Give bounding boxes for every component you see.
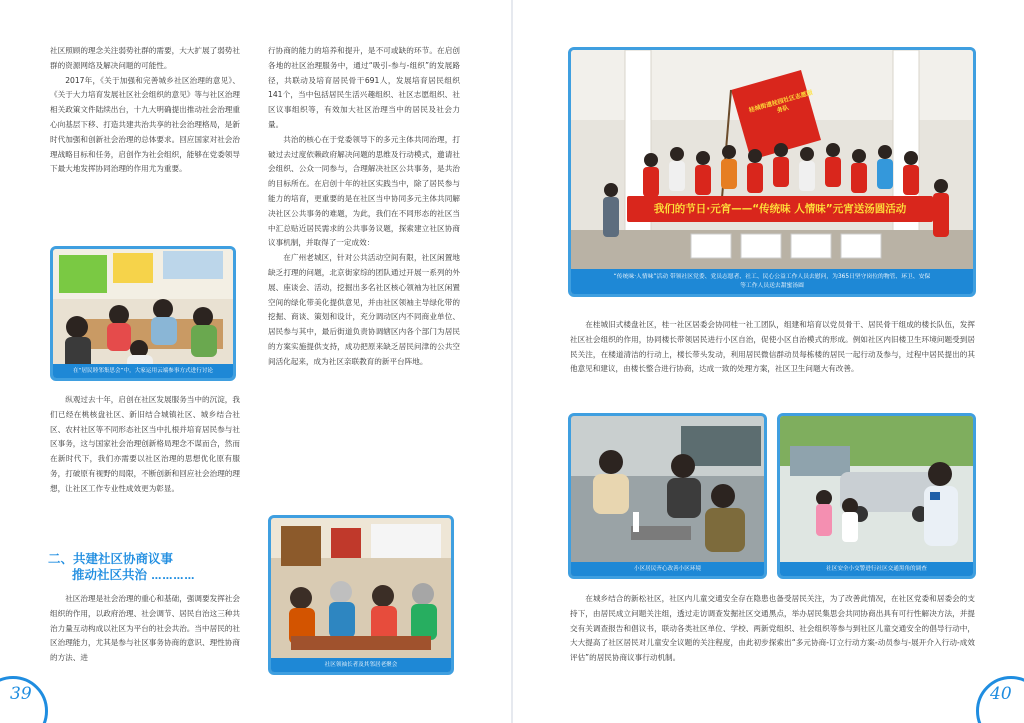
cleaning-photo-image [571, 416, 764, 576]
photo-cleaning [568, 413, 767, 579]
left-column-1b [50, 393, 240, 497]
photo-elders-gathering [268, 515, 454, 675]
right-paragraph-1 [570, 318, 975, 377]
lantern-festival-photo-image [571, 50, 973, 294]
paragraph: 在桂城旧式楼盘社区，桂一社区居委会协同桂一社工团队，组建和培育以党员骨干、居民骨干组成的楼长队伍，发挥社区社会组织的作用，协同楼长带领居民进行小区自治，促使小区自治模式的形成。例如社区内旧楼卫生环境问题受到居民关注，在楼道清洁的行动上，楼长带头发动，利用居民微信群动员每栋楼的居民一起行动及参与，过程中居民提出的其他意见和建议，由楼长整合进行协商，达成一致的处理方案，社区卫生问题大有改善。 [570, 320, 975, 374]
photo-discussion [50, 246, 236, 381]
discussion-photo-image [53, 249, 233, 378]
elders-photo-image [271, 518, 451, 672]
page-number-text: 40 [990, 684, 1012, 704]
section-heading-line1: 二、共建社区协商议事 [48, 551, 174, 566]
paragraph: 行协商的能力的培养和提升，是不可或缺的环节。在启创各地的社区治理服务中，通过“吸引-参与-组织”的发展路径，共联动及培育居民骨干691人，发展培育居民组织141个，当中包括居民生活兴趣组织、社区志愿组织、社区议事组织等，有效加大社区治理当中的居民及社会力量。 [268, 46, 460, 129]
paragraph: 纵观过去十年，启创在社区发展服务当中的沉淀，我们已经在桃核盘社区、新旧结合城镇社区、城乡结合社区、农村社区等不同形态社区当中扎根并培育居民参与社区事务，这与国家社会治理创新格局理念不谋而合，然而在新时代下，我们亦需要以社区治理的思想优化原有服务，打破原有视野的局限，不断创新和回应社会治理的理想，让社区工作专业性成效更为彰显。 [50, 395, 240, 493]
photo-caption: 在“居民睦邻集思会”中，大家运用云端参事方式进行讨论 [53, 364, 233, 378]
page-number-left [0, 678, 50, 723]
right-paragraph-2 [570, 592, 975, 666]
page-number-text: 39 [10, 684, 32, 704]
photo-caption: 小区居民齐心改善小区环境 [571, 562, 764, 576]
photo-caption: “传统味·人情味”活动 带领社区党委、党员志愿者、社工、民心公益工作人员去慰问，为365日坚守岗位的物管、环卫、安保等工作人员送去甜蜜汤圆 [571, 269, 973, 294]
photo-banner [627, 196, 933, 222]
paragraph: 社区治理是社会治理的重心和基础，强调要发挥社会组织的作用，以政府治理、社会调节、居民自治这三种共治力量互动构成以社区为平台的社会共治。当中居民的社区治理能力，尤其是参与社区事务协商的意识、理性协商的方法、进 [50, 594, 240, 663]
traffic-photo-image [780, 416, 973, 576]
paragraph: 社区照顾的理念关注弱势社群的需要，大大扩展了弱势社群的资源网络及解决问题的可能性。 [50, 46, 240, 70]
paragraph: 在城乡结合的新松社区，社区内儿童交通安全存在隐患也备受居民关注，为了改善此情况，在社区党委和居委会的支持下，由居民成立问题关注组，透过走访调查发掘社区交通黑点，举办居民集思会共同协商出具有可行性解决方法，并提交有关调查报告和倡议书，联动各类社区单位、学校、两新党组织、社会组织等参与到社区儿童交通安全的倡导行动中，大大提高了社区居民对儿童安全议题的关注程度，由此初步探索出“多元协商-订立行动方案-动员参与-展开介入行动-成效评估”的居民协商议事行动机制。 [570, 594, 975, 663]
photo-lantern-festival [568, 47, 976, 297]
section-heading-dots: ………… [151, 571, 196, 582]
section-heading-line2 [48, 567, 248, 585]
section-heading [48, 551, 248, 585]
photo-flag-text: 桂城街道桂园社区志愿服务队 [748, 89, 814, 115]
left-column-2 [268, 44, 460, 370]
paragraph: 共治的核心在于党委领导下的多元主体共同治理，打破过去过度依赖政府解决问题的思维及行动模式，邀请社会组织、公众一同参与，合理解决社区公共事务，是共治的目标所在。在启创十年的社区实践当中，除了居民参与能力的培育，更重要的是在社区当中协同多元主体共同解决社区公共事务的难题，为此，我们在不同形态的社区当中汇总贴近居民需求的公共事务议题，探索建立社区协商议事机制，并取得了一定成效： [268, 134, 460, 248]
section-heading-line2-text: 推动社区共治 [72, 567, 148, 582]
left-column-1 [50, 44, 240, 177]
photo-caption: 社区安全小交警进行社区交通黑角的调查 [780, 562, 973, 576]
paragraph: 在广州老城区，针对公共活动空间有限，社区闲置地缺乏打理的问题，北京街家综的团队通过开展一系列的外展、座谈会、活动，挖掘出多名社区核心领袖为社区闲置空间的绿化带美化提供意见，并由社区领袖主导绿化带的挖掘、商谈、策划和设计，充分调动区内不同商业单位、居民参与其中，最后街道负责协调辖区内各个部门为居民的方案实施提供支持，成功把原来缺乏居民问津的公共空间活化起来，成为社区亲联教育的新平台阵地。 [268, 253, 460, 366]
photo-banner-text: 我们的节日·元宵——“传统味 人情味”元宵送汤圆活动 [653, 203, 907, 215]
photo-traffic-survey [777, 413, 976, 579]
left-column-1c [50, 592, 240, 666]
photo-caption: 社区领袖长者及其邻居老聚会 [271, 658, 451, 672]
page-number-right [974, 678, 1024, 723]
paragraph: 2017年，《关于加强和完善城乡社区治理的意见》、《关于大力培育发展社区社会组织的意见》等与社区治理相关政策文件陆续出台，十九大明确提出推动社会治理重心向基层下移、打造共建共治共享的社会治理格局，是新时代加强和创新社会治理的总体要求。回应国家对社会治理战略目标和任务，启创作为社会组织，能够在党委领导下最大地发挥协同治理的作用尤为重要。 [50, 75, 240, 174]
page-gutter [511, 0, 513, 723]
